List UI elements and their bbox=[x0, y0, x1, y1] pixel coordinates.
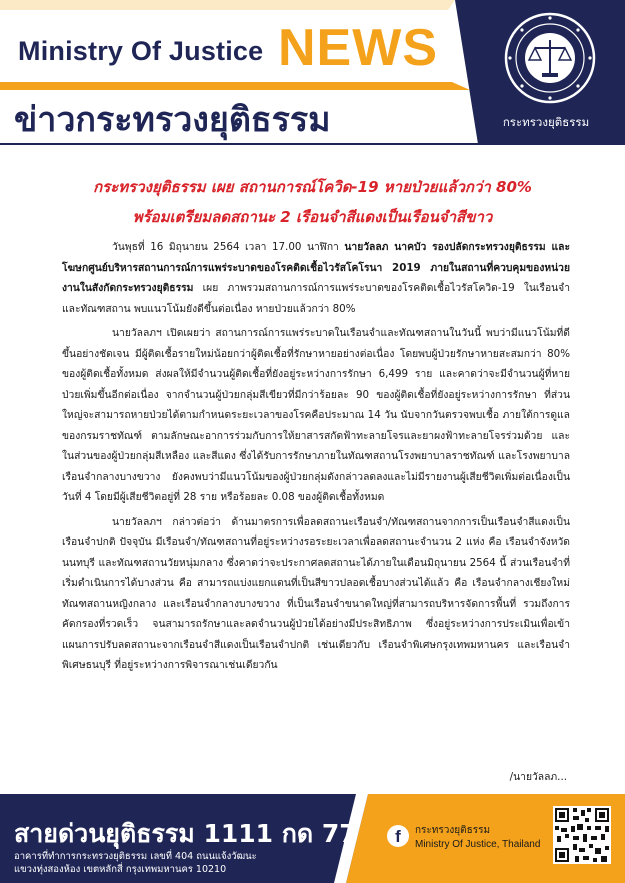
header-orange-stripe bbox=[0, 82, 470, 90]
brand-title-thai: ข่าวกระทรวงยุติธรรม bbox=[14, 100, 331, 140]
facebook-page-name-thai[interactable]: กระทรวงยุติธรรม bbox=[415, 825, 491, 836]
page-header bbox=[0, 0, 625, 160]
hotline-number: สายด่วนยุติธรรม 1111 กด 77 bbox=[14, 819, 357, 848]
address-line-1: อาคารที่ทำการกระทรวงยุติธรรม เลขที่ 404 ถนนแจ้งวัฒนะ bbox=[14, 851, 257, 862]
paragraph-1-date: วันพุธที่ 16 มิถุนายน 2564 เวลา 17.00 นาฬิกา bbox=[112, 241, 345, 253]
brand-title-english: Ministry Of Justice bbox=[18, 36, 264, 66]
news-headline bbox=[20, 172, 605, 232]
facebook-icon[interactable]: f bbox=[387, 825, 409, 847]
brand-news-word: NEWS bbox=[278, 19, 438, 77]
article-body bbox=[62, 237, 570, 680]
emblem-label: กระทรวงยุติธรรม bbox=[502, 115, 590, 129]
paragraph-1 bbox=[62, 237, 570, 319]
qr-code-icon[interactable] bbox=[553, 806, 611, 864]
paragraph-1-speaker: นายวัลลภ นาคบัว รองปลัดกระทรวงยุติธรรม และโฆษกศูนย์บริหารสถานการณ์การแพร่ระบาดของโรคติดเชื้อไวรัสโคโรนา 2019 ภายในสถานที่ควบคุมของหน่วยงานในสังกัดกระทรวงยุติธรรม bbox=[62, 241, 571, 294]
page-footer bbox=[0, 794, 625, 883]
ministry-address bbox=[14, 850, 257, 876]
ministry-emblem-icon bbox=[502, 10, 598, 106]
paragraph-1-rest: เผย ภาพรวมสถานการณ์การแพร่ระบาดของโรคติดเชื้อไวรัสโควิด-19 ในเรือนจำและทัณฑสถาน พบแนวโน้มยังดีขึ้นต่อเนื่อง หายป่วยแล้วกว่า 80% bbox=[62, 282, 570, 315]
headline-line-1: กระทรวงยุติธรรม เผย สถานการณ์โควิด-19 หายป่วยแล้วกว่า 80% bbox=[93, 178, 532, 196]
header-top-accent bbox=[0, 0, 455, 10]
article-signoff: /นายวัลลภ... bbox=[509, 771, 567, 783]
facebook-page-name-english[interactable]: Ministry Of Justice, Thailand bbox=[415, 839, 541, 850]
paragraph-3: นายวัลลภฯ กล่าวต่อว่า ด้านมาตรการเพื่อลดสถานะเรือนจำ/ทัณฑสถานจากการเป็นเรือนจำสีแดงเป็นเรือนจำปกติ ปัจจุบัน มีเรือนจำ/ทัณฑสถานที่อยู่ระหว่างรอระยะเวลาเพื่อลดสถานะจำนวน 2 แห่ง คือ เรือนจำจังหวัดนนทบุรี และทัณฑสถานวัยหนุ่มกลาง ซึ่งคาดว่าจะประกาศลดสถานะได้ภายในเดือนมิถุนายน 2564 นี้ ส่วนเรือนจำที่เริ่มดำเนินการได้บางส่วน คือ สามารถแบ่งแยกแดนที่เป็นสีขาวปลอดเชื้อบางส่วนได้แล้ว คือ เรือนจำกลางเชียงใหม่ ทัณฑสถานหญิงกลาง และเรือนจำกลางบางขวาง ที่เป็นเรือนจำขนาดใหญ่ที่สามารถบริหารจัดการพื้นที่ รวมถึงการคัดกรองที่รวดเร็ว จนสามารถรักษาและลดจำนวนผู้ป่วยได้อย่างมีประสิทธิภาพ ซึ่งอยู่ระหว่างการประเมินเพื่อเข้าแผนการปรับลดสถานะจากเรือนจำสีแดงเป็นเรือนจำปกติ เช่นเดียวกับ เรือนจำพิเศษกรุงเทพมหานคร และเรือนจำพิเศษธนบุรี ที่อยู่ระหว่างการพิจารณาเช่นเดียวกัน bbox=[62, 515, 570, 671]
paragraph-2: นายวัลลภฯ เปิดเผยว่า สถานการณ์การแพร่ระบาดในเรือนจำและทัณฑสถานในวันนี้ พบว่ามีแนวโน้มที่ดีขึ้นอย่างชัดเจน มีผู้ติดเชื้อรายใหม่น้อยกว่าผู้ติดเชื้อที่รักษาหายอย่างต่อเนื่อง โดยพบผู้ป่วยรักษาหายสะสมกว่า 80% ของผู้ติดเชื้อทั้งหมด ส่งผลให้มีจำนวนผู้ติดเชื้อที่ยังอยู่ระหว่างการรักษา 6,499 ราย และคาดว่าจะมีจำนวนผู้ที่หายป่วยเพิ่มขึ้นอีกต่อเนื่อง จากจำนวนผู้ป่วยกลุ่มสีเขียวที่มีกว่าร้อยละ 90 ของผู้ติดเชื้อที่ยังอยู่ระหว่างการรักษา ที่ส่วนใหญ่จะสามารถหายป่วยได้ตามกำหนดระยะเวลาของโรคคือประมาณ 14 วัน นับจากวันตรวจพบเชื้อ ภายใต้การดูแลของกรมราชทัณฑ์ ตามลักษณะอาการร่วมกับการให้ยาสารสกัดฟ้าทะลายโจรและยาผงฟ้าทะลายโจรร่วมด้วย และในส่วนของผู้ป่วยกลุ่มสีเหลือง และสีแดง ซึ่งได้รับการรักษาภายในทัณฑสถานโรงพยาบาลราชทัณฑ์ และโรงพยาบาลเรือนจำกลางบางขวาง ยังคงพบว่ามีแนวโน้มของผู้ป่วยกลุ่มดังกล่าวลดลงและไม่มีรายงานผู้เสียชีวิตเพิ่มต่อเนื่องเป็นวันที่ 4 โดยมีผู้เสียชีวิตอยู่ที่ 28 ราย หรือร้อยละ 0.08 ของผู้ติดเชื้อทั้งหมด bbox=[62, 327, 570, 503]
headline-line-2: พร้อมเตรียมลดสถานะ 2 เรือนจำสีแดงเป็นเรือนจำสีขาว bbox=[132, 208, 493, 226]
address-line-2: แขวงทุ่งสองห้อง เขตหลักสี่ กรุงเทพมหานคร 10210 bbox=[14, 864, 227, 875]
